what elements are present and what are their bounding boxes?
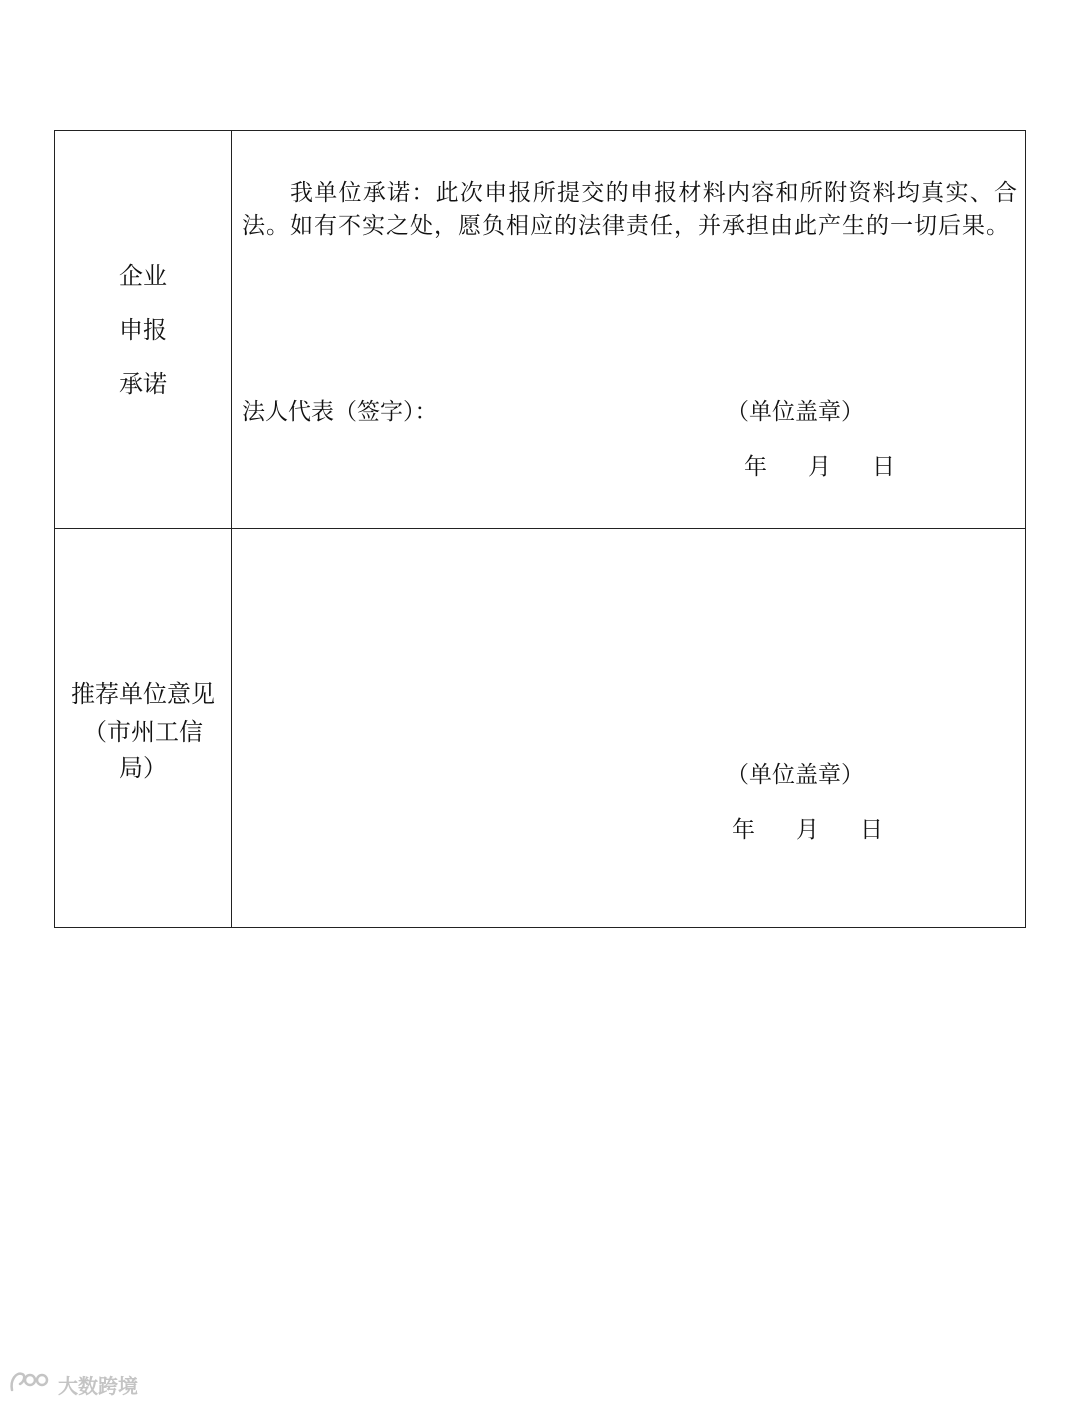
label-line-bureau-end: 局） (119, 754, 167, 782)
unit-seal-label: （单位盖章） (726, 762, 864, 788)
label-line-recommending-unit: 推荐单位意见 (71, 680, 215, 708)
label-line-declare: 申报 (119, 316, 167, 344)
commitment-statement: 我单位承诺：此次申报所提交的申报材料内容和所附资料均真实、合法。如有不实之处，愿负相应的法律责任，并承担由此产生的一切后果。 (242, 180, 1018, 239)
recommending-unit-label-cell (55, 529, 232, 927)
enterprise-commitment-content-cell (232, 131, 1025, 528)
label-line-commit: 承诺 (119, 370, 167, 398)
label-line-enterprise: 企业 (119, 262, 167, 290)
legal-representative-signature-label: 法人代表（签字）： (242, 399, 438, 425)
date-month-label: 月 (796, 817, 819, 843)
recommending-unit-content-cell (232, 529, 1025, 927)
date-day-label: 日 (860, 817, 883, 843)
unit-seal-label: （单位盖章） (726, 399, 864, 425)
application-form-table (54, 130, 1026, 928)
watermark (8, 1368, 138, 1400)
date-year-label: 年 (744, 454, 767, 480)
enterprise-commitment-row (55, 131, 1025, 529)
watermark-text: 大数跨境 (58, 1373, 138, 1398)
date-year-label: 年 (732, 817, 755, 843)
watermark-logo-icon (8, 1368, 52, 1401)
recommending-unit-row (55, 529, 1025, 927)
label-line-city-bureau: （市州工信 (83, 718, 203, 746)
enterprise-commitment-label-cell (55, 131, 232, 528)
date-day-label: 日 (872, 454, 895, 480)
date-month-label: 月 (808, 454, 831, 480)
